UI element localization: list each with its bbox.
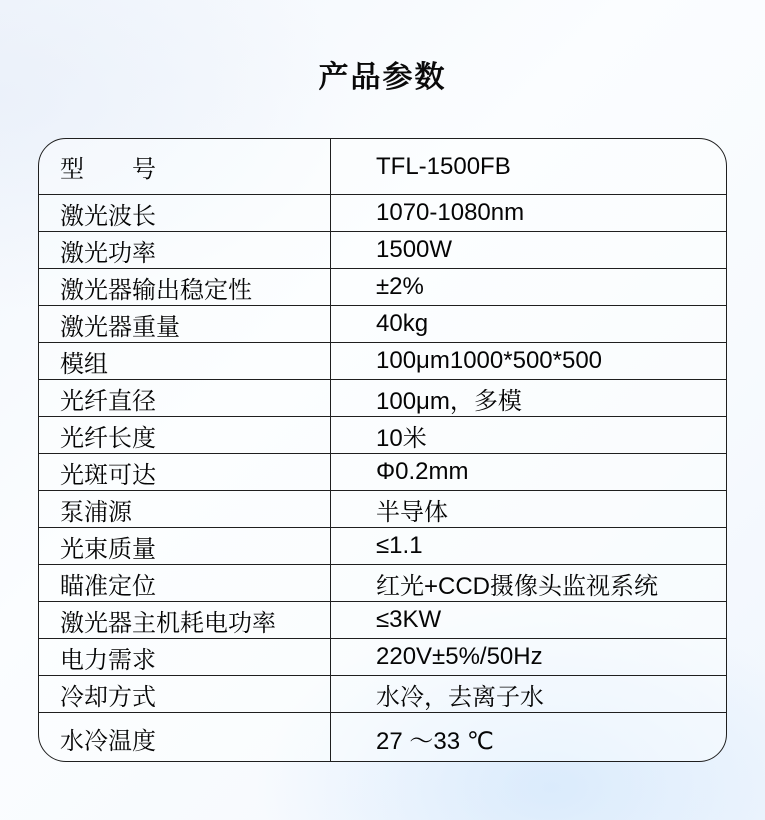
spec-label: 激光功率 bbox=[39, 232, 331, 268]
spec-value: 100μm，多模 bbox=[376, 387, 522, 415]
table-row bbox=[39, 676, 726, 713]
spec-value: 100μm1000*500*500 bbox=[376, 347, 603, 374]
spec-label: 型 号 bbox=[39, 139, 331, 194]
spec-value: ±2% bbox=[376, 273, 424, 300]
spec-label: 瞄准定位 bbox=[39, 565, 331, 601]
table-row bbox=[39, 565, 726, 602]
spec-value: 水冷，去离子水 bbox=[376, 683, 544, 711]
table-row bbox=[39, 491, 726, 528]
spec-value: 1500W bbox=[376, 236, 453, 263]
spec-label: 激光波长 bbox=[39, 195, 331, 231]
table-row bbox=[39, 232, 726, 269]
table-row bbox=[39, 269, 726, 306]
table-row bbox=[39, 417, 726, 454]
spec-label: 模组 bbox=[39, 343, 331, 379]
spec-value: 红光+CCD摄像头监视系统 bbox=[376, 572, 659, 600]
table-row bbox=[39, 139, 726, 195]
spec-label: 光斑可达 bbox=[39, 454, 331, 490]
spec-value: 220V±5%/50Hz bbox=[376, 643, 543, 670]
spec-value: 半导体 bbox=[376, 498, 448, 526]
spec-value: ≤3KW bbox=[376, 606, 442, 633]
table-row bbox=[39, 528, 726, 565]
table-row bbox=[39, 380, 726, 417]
spec-label: 激光器重量 bbox=[39, 306, 331, 342]
spec-label: 光纤直径 bbox=[39, 380, 331, 416]
table-row bbox=[39, 639, 726, 676]
spec-value: 10米 bbox=[376, 424, 427, 452]
spec-value: ≤1.1 bbox=[376, 532, 423, 559]
table-row bbox=[39, 343, 726, 380]
page-title: 产品参数 bbox=[318, 61, 447, 94]
spec-value: 40kg bbox=[376, 310, 429, 337]
table-row bbox=[39, 602, 726, 639]
spec-label: 激光器输出稳定性 bbox=[39, 269, 331, 305]
product-spec-table bbox=[38, 138, 727, 762]
spec-label: 光束质量 bbox=[39, 528, 331, 564]
table-row bbox=[39, 713, 726, 761]
spec-label: 泵浦源 bbox=[39, 491, 331, 527]
spec-label: 水冷温度 bbox=[39, 713, 331, 761]
table-row bbox=[39, 195, 726, 232]
table-row bbox=[39, 306, 726, 343]
spec-value: 1070-1080nm bbox=[376, 199, 525, 226]
spec-label: 激光器主机耗电功率 bbox=[39, 602, 331, 638]
spec-label: 光纤长度 bbox=[39, 417, 331, 453]
spec-label: 冷却方式 bbox=[39, 676, 331, 712]
table-row bbox=[39, 454, 726, 491]
spec-value: TFL-1500FB bbox=[376, 152, 511, 180]
spec-label: 电力需求 bbox=[39, 639, 331, 675]
spec-value: 27 ～33 ℃ bbox=[376, 728, 494, 755]
spec-value: Φ0.2mm bbox=[376, 458, 469, 485]
